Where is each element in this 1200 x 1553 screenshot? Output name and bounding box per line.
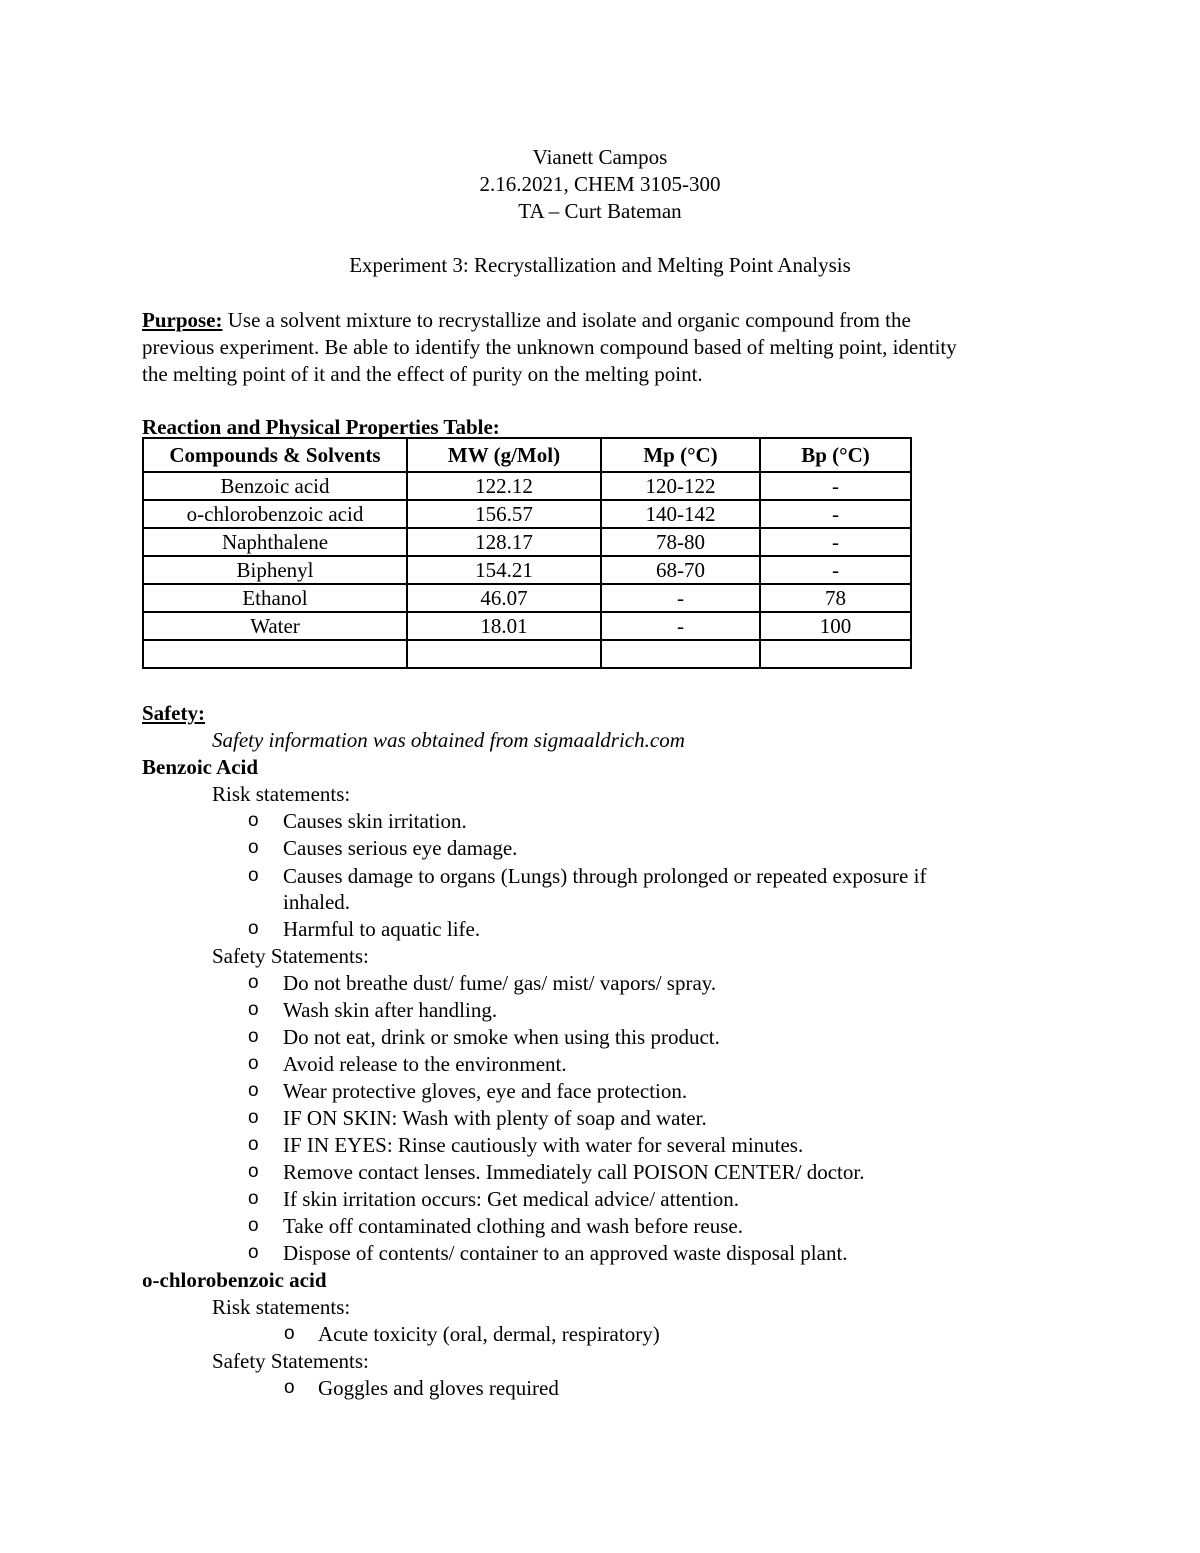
table-cell: 78-80 [601,528,760,556]
table-row [143,612,911,640]
table-cell: Naphthalene [143,528,407,556]
purpose-text-1: Use a solvent mixture to recrystallize and isolate and organic compound from the [227,308,911,332]
list-item: Causes skin irritation. [283,809,467,833]
table-row [143,500,911,528]
benzoic-safety-label: Safety Statements: [212,944,369,968]
list-item: Wear protective gloves, eye and face protection. [283,1079,688,1103]
table-row [143,472,911,500]
table-header-cell: MW (g/Mol) [407,438,601,472]
bullet-icon: o [248,972,259,993]
table-cell: 120-122 [601,472,760,500]
author-name: Vianett Campos [532,145,668,169]
table-cell: 128.17 [407,528,601,556]
safety-source: Safety information was obtained from sigmaaldrich.com [212,728,685,752]
list-item: Remove contact lenses. Immediately call POISON CENTER/ doctor. [283,1160,865,1184]
table-cell: - [601,584,760,612]
list-item: Causes damage to organs (Lungs) through prolonged or repeated exposure if [283,864,927,888]
table-cell: o-chlorobenzoic acid [143,500,407,528]
purpose-line-1 [142,310,911,331]
table-row [143,556,911,584]
bullet-icon: o [248,1242,259,1263]
list-item: Goggles and gloves required [318,1376,559,1400]
list-item-continuation: inhaled. [283,890,351,914]
table-cell: 100 [760,612,911,640]
bullet-icon: o [248,918,259,939]
table-header-cell: Bp (°C) [760,438,911,472]
bullet-icon: o [284,1323,295,1344]
list-item: Causes serious eye damage. [283,836,518,860]
bullet-icon: o [248,1134,259,1155]
bullet-icon: o [248,810,259,831]
table-row [143,528,911,556]
list-item: Dispose of contents/ container to an approved waste disposal plant. [283,1241,848,1265]
table-cell: 18.01 [407,612,601,640]
bullet-icon: o [248,1053,259,1074]
benzoic-title: Benzoic Acid [142,755,259,779]
table-cell: 154.21 [407,556,601,584]
table-cell: Ethanol [143,584,407,612]
bullet-icon: o [248,1107,259,1128]
table-cell: - [760,472,911,500]
bullet-icon: o [284,1377,295,1398]
table-cell: - [760,556,911,584]
table-cell: Benzoic acid [143,472,407,500]
ochloro-risk-label: Risk statements: [212,1295,351,1319]
table-header-cell: Mp (°C) [601,438,760,472]
safety-label: Safety: [142,701,205,725]
table-row [143,584,911,612]
table-cell: - [760,528,911,556]
table-cell: - [760,500,911,528]
experiment-title: Experiment 3: Recrystallization and Melting Point Analysis [349,253,851,277]
bullet-icon: o [248,1026,259,1047]
bullet-icon: o [248,1188,259,1209]
list-item: If skin irritation occurs: Get medical advice/ attention. [283,1187,740,1211]
table-title: Reaction and Physical Properties Table: [142,415,500,439]
table-cell: 140-142 [601,500,760,528]
bullet-icon: o [248,1161,259,1182]
list-item: Harmful to aquatic life. [283,917,481,941]
list-item: Take off contaminated clothing and wash before reuse. [283,1214,743,1238]
bullet-icon: o [248,865,259,886]
table-cell [760,640,911,668]
benzoic-risk-label: Risk statements: [212,782,351,806]
purpose-text-3: the melting point of it and the effect of purity on the melting point. [142,362,703,386]
list-item: Acute toxicity (oral, dermal, respiratory) [318,1322,660,1346]
purpose-text-2: previous experiment. Be able to identify the unknown compound based of melting point, identity [142,335,957,359]
bullet-icon: o [248,999,259,1020]
bullet-icon: o [248,1215,259,1236]
list-item: Do not eat, drink or smoke when using this product. [283,1025,720,1049]
table-cell: 122.12 [407,472,601,500]
purpose-label: Purpose: [142,308,223,332]
list-item: IF IN EYES: Rinse cautiously with water for several minutes. [283,1133,804,1157]
list-item: Do not breathe dust/ fume/ gas/ mist/ vapors/ spray. [283,971,717,995]
table-cell: Biphenyl [143,556,407,584]
table-cell: - [601,612,760,640]
table-cell: 46.07 [407,584,601,612]
table-header-cell: Compounds & Solvents [143,438,407,472]
list-item: Wash skin after handling. [283,998,498,1022]
properties-table [142,437,912,669]
table-header-row [143,438,911,472]
ta-name: TA – Curt Bateman [518,199,682,223]
list-item: Avoid release to the environment. [283,1052,567,1076]
bullet-icon: o [248,1080,259,1101]
bullet-icon: o [248,837,259,858]
table-cell [407,640,601,668]
date-course: 2.16.2021, CHEM 3105-300 [479,172,721,196]
ochloro-title: o-chlorobenzoic acid [142,1268,327,1292]
table-cell: Water [143,612,407,640]
table-cell: 68-70 [601,556,760,584]
table-row-empty [143,640,911,668]
table-cell: 156.57 [407,500,601,528]
table-cell [601,640,760,668]
table-cell [143,640,407,668]
table-cell: 78 [760,584,911,612]
ochloro-safety-label: Safety Statements: [212,1349,369,1373]
list-item: IF ON SKIN: Wash with plenty of soap and water. [283,1106,707,1130]
